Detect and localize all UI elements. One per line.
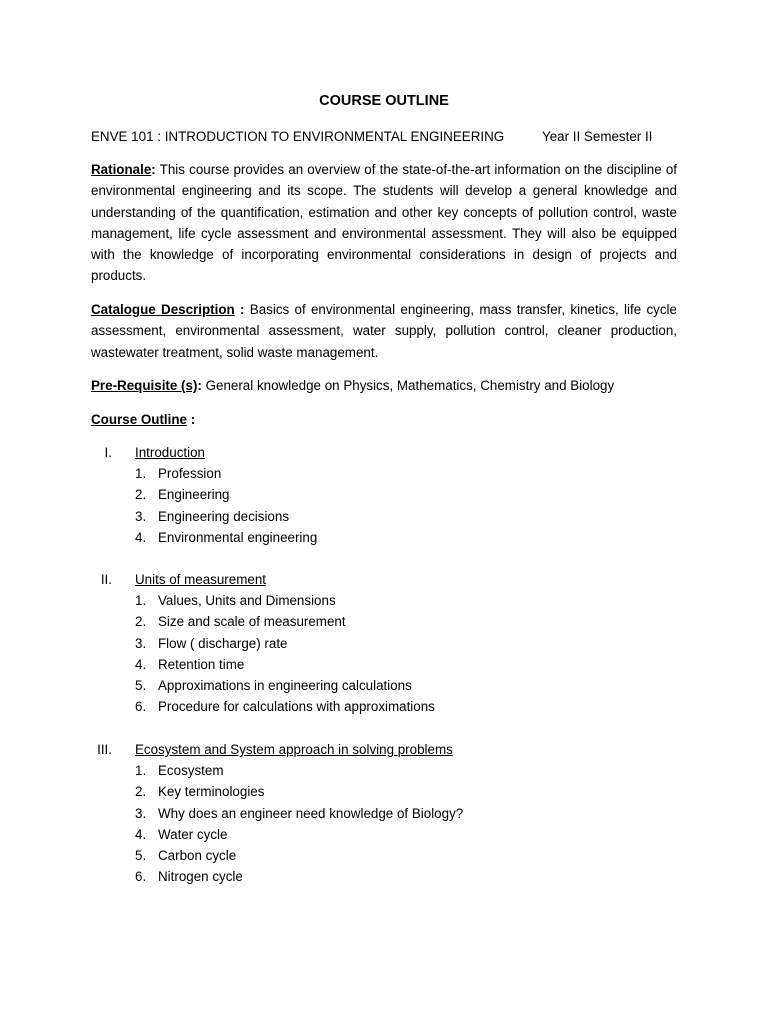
section-roman-numeral: I. <box>104 445 112 460</box>
section-heading <box>91 569 691 590</box>
item-number: 1. <box>135 466 147 482</box>
list-item <box>91 675 691 696</box>
outline-section-units-of-measurement <box>91 569 691 717</box>
list-item <box>91 506 691 527</box>
list-item <box>91 633 691 654</box>
section-heading <box>91 442 691 463</box>
item-text: Nitrogen cycle <box>158 869 243 885</box>
section-heading <box>91 739 691 760</box>
item-text: Environmental engineering <box>158 529 318 545</box>
list-item <box>91 760 691 781</box>
item-number: 2. <box>135 614 147 630</box>
item-number: 5. <box>135 847 147 863</box>
item-text: Approximations in engineering calculations <box>158 677 412 693</box>
item-text: Values, Units and Dimensions <box>158 593 336 609</box>
section-item-list <box>91 463 691 548</box>
item-number: 4. <box>135 656 147 672</box>
item-text: Profession <box>158 466 222 482</box>
list-item <box>91 781 691 802</box>
course-code: ENVE 101 : INTRODUCTION TO ENVIRONMENTAL ENGINEERING <box>91 129 505 144</box>
section-roman-numeral: II. <box>100 572 112 587</box>
item-number: 1. <box>135 593 147 609</box>
item-text: Size and scale of measurement <box>158 614 346 630</box>
item-number: 6. <box>135 869 147 885</box>
section-title: Units of measurement <box>135 572 266 587</box>
item-text: Retention time <box>158 656 245 672</box>
item-number: 3. <box>135 508 147 524</box>
list-item <box>91 696 691 717</box>
section-roman-numeral: III. <box>97 742 112 757</box>
year-semester: Year II Semester II <box>542 129 653 144</box>
prerequisite-colon: : <box>197 378 202 393</box>
outline-section-ecosystem <box>91 739 691 887</box>
list-item <box>91 611 691 632</box>
item-text: Engineering decisions <box>158 508 290 524</box>
item-text: Key terminologies <box>158 784 265 800</box>
section-title: Ecosystem and System approach in solving problems <box>135 742 453 757</box>
item-number: 2. <box>135 784 147 800</box>
list-item <box>91 590 691 611</box>
list-item <box>91 527 691 548</box>
course-outline-colon: : <box>186 412 196 427</box>
item-text: Procedure for calculations with approximations <box>158 699 435 715</box>
list-item <box>91 824 691 845</box>
item-number: 5. <box>135 677 147 693</box>
section-item-list <box>91 760 691 887</box>
list-item <box>91 463 691 484</box>
item-number: 3. <box>135 635 147 651</box>
list-item <box>91 866 691 887</box>
prerequisite-label: Pre-Requisite (s) <box>91 378 198 393</box>
item-number: 3. <box>135 805 147 821</box>
catalogue-colon: : <box>234 302 245 317</box>
catalogue-label: Catalogue Description <box>91 302 235 317</box>
item-number: 6. <box>135 699 147 715</box>
item-text: Flow ( discharge) rate <box>158 635 288 651</box>
list-item <box>91 484 691 505</box>
prerequisite-line <box>91 376 691 396</box>
item-text: Engineering <box>158 487 230 503</box>
item-text: Why does an engineer need knowledge of Biology? <box>158 805 464 821</box>
outline-section-introduction <box>91 442 691 548</box>
rationale-text: This course provides an overview of the state-of-the-art information on the discipline of environmental engineering and its scope. The students will develop a general knowledge and understanding of the quantification, estimation and other key concepts of pollution control, waste management, life cycle assessment and environmental assessment. They will also be equipped with the knowledge of incorporating environmental considerations in design of projects and products. <box>91 162 677 284</box>
item-text: Carbon cycle <box>158 847 237 863</box>
section-item-list <box>91 590 691 717</box>
list-item <box>91 845 691 866</box>
rationale-paragraph <box>91 159 677 287</box>
course-outline-label: Course Outline <box>91 412 187 427</box>
catalogue-paragraph <box>91 299 677 363</box>
catalogue-text: Basics of environmental engineering, mass transfer, kinetics, life cycle assessment, environmental assessment, water supply, pollution control, cleaner production, wastewater treatment, solid waste management. <box>91 302 677 360</box>
prerequisite-text: General knowledge on Physics, Mathematics, Chemistry and Biology <box>201 378 615 393</box>
course-outline-heading <box>91 410 691 430</box>
section-title: Introduction <box>135 445 205 460</box>
list-item <box>91 654 691 675</box>
page-title: COURSE OUTLINE <box>319 93 449 109</box>
item-number: 2. <box>135 487 147 503</box>
rationale-label: Rationale <box>91 162 152 177</box>
item-number: 4. <box>135 826 147 842</box>
item-number: 1. <box>135 763 147 779</box>
rationale-colon: : <box>151 162 156 177</box>
item-text: Ecosystem <box>158 763 224 779</box>
item-number: 4. <box>135 529 147 545</box>
list-item <box>91 803 691 824</box>
item-text: Water cycle <box>158 826 228 842</box>
